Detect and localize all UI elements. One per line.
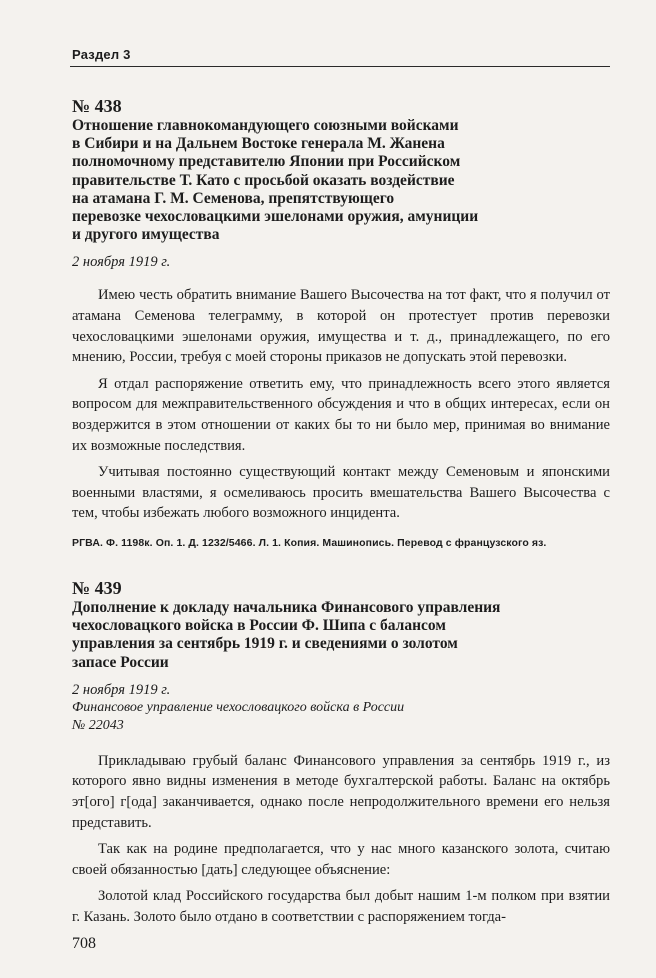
document-body [72, 285, 610, 524]
document-title [72, 117, 610, 244]
document-body [72, 751, 610, 928]
paragraph: Учитывая постоянно существующий контакт между Семеновым и японскими военными властями, я осмеливаюсь просить вмешательства Вашего Высочества с тем, чтобы избежать любого возможного инцидента. [72, 464, 610, 522]
section-header: Раздел 3 [72, 47, 131, 62]
document-issuer: Финансовое управление чехословацкого войска в России [72, 699, 405, 715]
archival-source: РГВА. Ф. 1198к. Оп. 1. Д. 1232/5466. Л. 1. Копия. Машинопись. Перевод с французского яз. [72, 536, 547, 549]
header-rule [70, 66, 610, 67]
document-date: 2 ноября 1919 г. [72, 254, 171, 271]
document-date: 2 ноября 1919 г. [72, 681, 171, 698]
title-line: Отношение главнокомандующего союзными войсками [72, 117, 459, 134]
title-line: правительстве Т. Като с просьбой оказать воздействие [72, 171, 455, 189]
title-line: управления за сентябрь 1919 г. и сведениями о золотом [72, 635, 458, 653]
paragraph: Золотой клад Российского государства был добыт нашим 1-м полком при взятии г. Казань. Золото было отдано в соответствии с распоряжением тогда- [72, 888, 610, 925]
paragraph: Так как на родине предполагается, что у нас много казанского золота, считаю своей обязанностью [дать] следующее объяснение: [72, 841, 610, 878]
title-line: перевозке чехословацкими эшелонами оружия, амуниции [72, 208, 479, 226]
document-title [72, 599, 610, 672]
title-line: в Сибири и на Дальнем Востоке генерала М. Жанена [72, 135, 445, 153]
title-line: чехословацкого войска в России Ф. Шипа с балансом [72, 617, 446, 635]
paragraph: Я отдал распоряжение ответить ему, что принадлежность всего этого является вопросом для межправительственного обсуждения и что в общих интересах, если он воздержится в этом отношении от каких бы то ни было мер, принимая во внимание их возможные последствия. [72, 375, 610, 454]
page-number: 708 [72, 935, 96, 952]
title-line: на атамана Г. М. Семенова, препятствующего [72, 189, 395, 207]
document-438 [72, 96, 610, 550]
document-number: № 439 [72, 578, 122, 598]
paragraph: Прикладываю грубый баланс Финансового управления за сентябрь 1919 г., из которого явно видны изменения в методе бухгалтерской работы. Баланс на октябрь эт[ого] г[ода] заканчивается, однако после непродолжительного времени его нельзя представить. [72, 752, 610, 831]
document-439 [72, 578, 610, 934]
title-line: Дополнение к докладу начальника Финансового управления [72, 599, 501, 616]
title-line: запасе России [72, 653, 169, 671]
document-number: № 438 [72, 96, 122, 116]
title-line: полномочному представителю Японии при Российском [72, 153, 461, 171]
title-line: и другого имущества [72, 226, 220, 244]
paragraph: Имею честь обратить внимание Вашего Высочества на тот факт, что я получил от атамана Семенова телеграмму, в которой он протестует против перевозки чехословацкими эшелонами оружия, имущества и т. д., принадлежащего, по его мнению, России, требуя с моей стороны приказов не допускать этой перевозки. [72, 287, 610, 366]
document-reference-number: № 22043 [72, 717, 124, 733]
